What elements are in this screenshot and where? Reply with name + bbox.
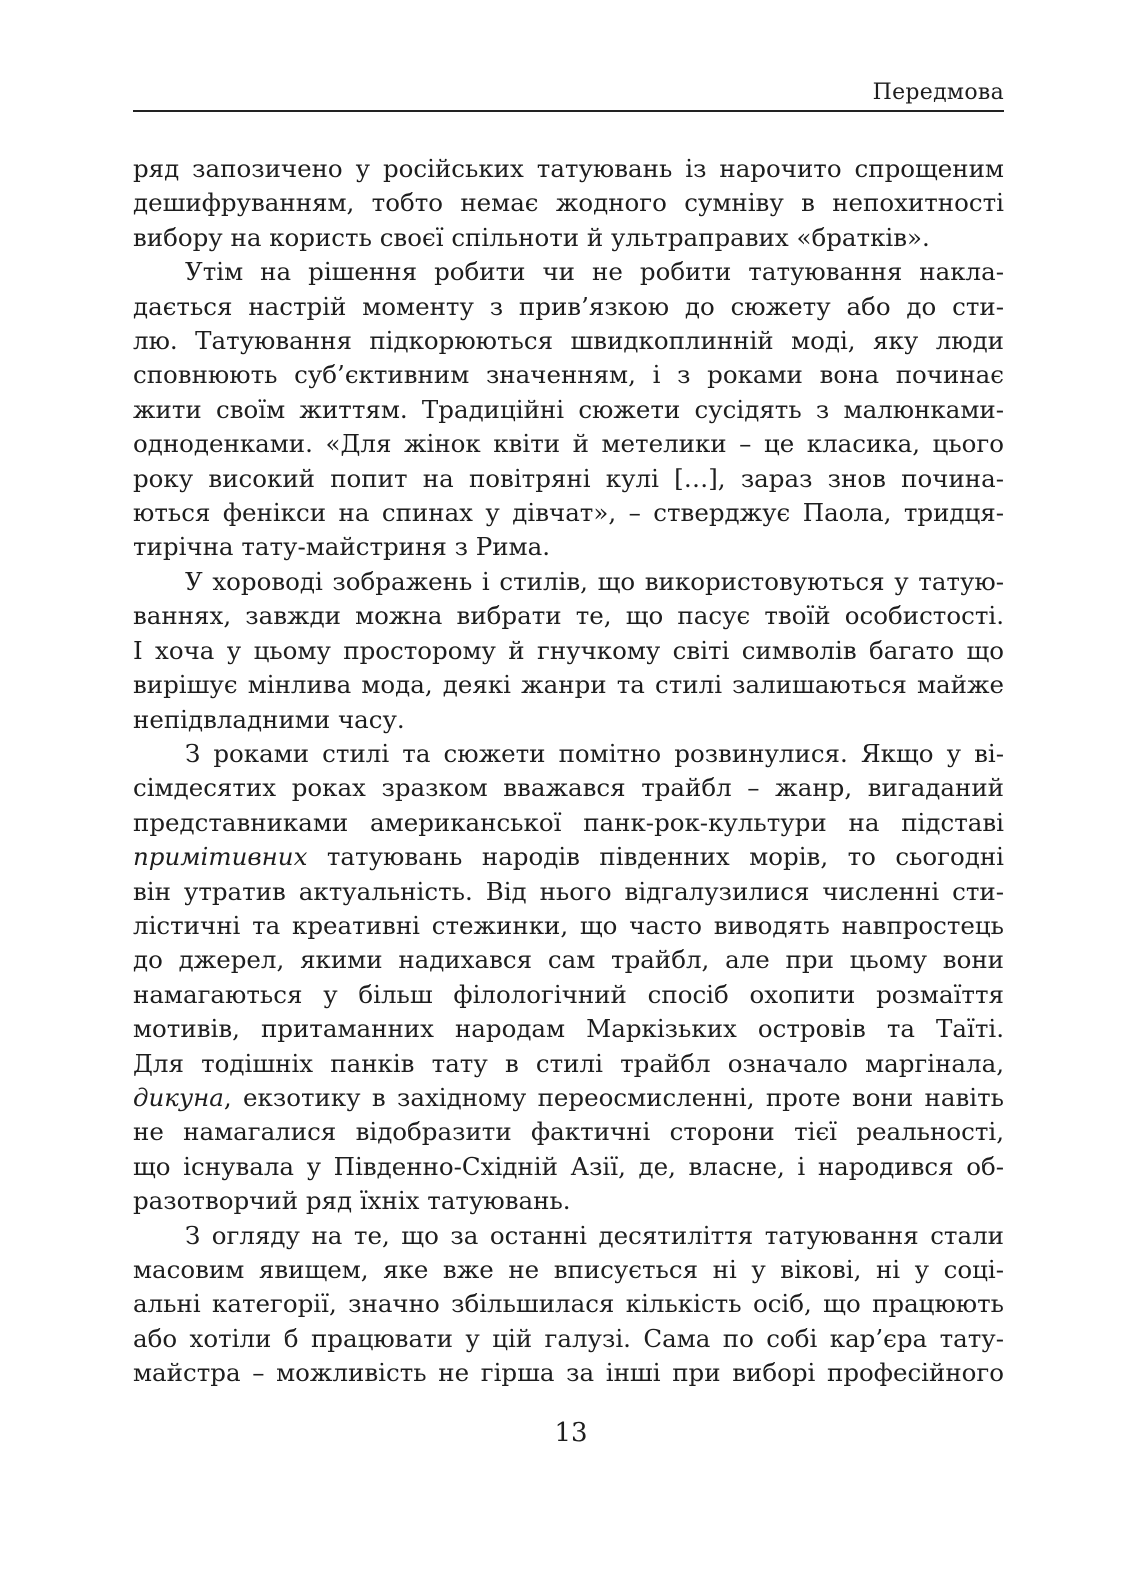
text-line [133, 599, 1004, 633]
text-segment: що існувала у Південно-Східній Азії, де, власне, і народився об- [133, 1151, 1004, 1181]
text-segment: лістичні та креативні стежинки, що часто виводять навпростець [133, 910, 1004, 940]
text-segment: З роками стилі та сюжети помітно розвинулися. Якщо у ві- [185, 738, 1004, 768]
text-line [133, 1356, 1004, 1390]
text-line [133, 1150, 1004, 1184]
text-line [133, 1287, 1004, 1321]
text-line [133, 221, 1004, 255]
text-segment: І хоча у цьому просторому й гнучкому світі символів багато що [133, 635, 1004, 665]
text-line [133, 668, 1004, 702]
text-line [133, 290, 1004, 324]
text-segment: не намагалися відобразити фактичні сторони тієї реальності, [133, 1117, 1004, 1147]
text-line [133, 1219, 1004, 1253]
text-segment: він утратив актуальність. Від нього відгалузилися численні сти- [133, 876, 1004, 906]
text-line [133, 703, 1004, 737]
text-segment: Утім на рішення робити чи не робити татуювання накла- [185, 257, 1004, 287]
text-line [133, 565, 1004, 599]
text-line [133, 634, 1004, 668]
text-segment: татуювань народів південних морів, то сьогодні [307, 842, 1004, 872]
page-number: 13 [554, 1418, 588, 1448]
text-segment: року високий попит на повітряні кулі […], зараз знов почина- [133, 463, 1004, 493]
text-line [133, 393, 1004, 427]
text-line [133, 1012, 1004, 1046]
text-segment: майстра – можливість не гірша за інші при виборі професійного [133, 1358, 1004, 1388]
text-segment: жити своїм життям. Традиційні сюжети сусідять з малюнками- [133, 394, 1004, 424]
text-line [133, 1322, 1004, 1356]
text-segment: представниками американської панк-рок-культури на підставі [133, 807, 1004, 837]
text-line [133, 1184, 1004, 1218]
text-line [133, 943, 1004, 977]
text-line [133, 530, 1004, 564]
text-line [133, 186, 1004, 220]
body-text [133, 152, 1004, 1391]
text-line [133, 909, 1004, 943]
text-segment: сімдесятих роках зразком вважався трайбл – жанр, вигаданий [133, 773, 1004, 803]
text-segment: вибору на користь своєї спільноти й ультраправих «братків». [133, 222, 930, 252]
text-line [133, 737, 1004, 771]
text-segment: тирічна тату-майстриня з Рима. [133, 532, 551, 562]
header-rule [133, 110, 1004, 112]
running-head-title: Передмова [872, 80, 1004, 105]
text-line [133, 806, 1004, 840]
text-segment: дається настрій моменту з прив’язкою до сюжету або до сти- [133, 291, 1004, 321]
text-segment: або хотіли б працювати у цій галузі. Сама по собі кар’єра тату- [133, 1323, 1004, 1353]
text-line [133, 427, 1004, 461]
text-segment: намагаються у більш філологічний спосіб охопити розмаїття [133, 979, 1004, 1009]
text-segment: ваннях, завжди можна вибрати те, що пасує твоїй особистості. [133, 601, 1004, 631]
text-line [133, 1253, 1004, 1287]
text-segment: дешифруванням, тобто немає жодного сумніву в непохитності [133, 188, 1004, 218]
text-segment: ються фенікси на спинах у дівчат», – стверджує Паола, тридця- [133, 498, 1004, 528]
text-segment: вирішує мінлива мода, деякі жанри та стилі залишаються майже [133, 670, 1004, 700]
text-line [133, 1115, 1004, 1149]
text-line [133, 152, 1004, 186]
text-segment: до джерел, якими надихався сам трайбл, але при цьому вони [133, 945, 1004, 975]
text-line [133, 255, 1004, 289]
text-segment: разотворчий ряд їхніх татуювань. [133, 1186, 571, 1216]
text-segment: З огляду на те, що за останні десятиліття татуювання стали [185, 1220, 1004, 1250]
text-segment: альні категорії, значно збільшилася кількість осіб, що працюють [133, 1289, 1004, 1319]
text-segment: масовим явищем, яке вже не вписується ні у вікові, ні у соці- [133, 1255, 1004, 1284]
italic-text: примітивних [133, 842, 308, 872]
text-line [133, 978, 1004, 1012]
text-segment: непідвладними часу. [133, 704, 405, 734]
text-line [133, 324, 1004, 358]
text-segment: мотивів, притаманних народам Маркізьких островів та Таїті. [133, 1014, 1004, 1044]
text-segment: сповнюють суб’єктивним значенням, і з роками вона починає [133, 360, 1004, 390]
text-segment: Для тодішніх панків тату в стилі трайбл означало маргінала, [133, 1048, 1004, 1078]
text-line [133, 1047, 1004, 1081]
text-segment: , екзотику в західному переосмисленні, проте вони навіть [223, 1082, 1004, 1112]
text-segment: ряд запозичено у російських татуювань із нарочито спрощеним [133, 154, 1004, 183]
italic-text: дикуна [133, 1082, 224, 1112]
text-segment: лю. Татуювання підкорюються швидкоплинній моді, яку люди [133, 326, 1004, 356]
text-line [133, 1081, 1004, 1115]
text-segment: одноденками. «Для жінок квіти й метелики – це класика, цього [133, 429, 1004, 459]
text-line [133, 840, 1004, 874]
text-line [133, 358, 1004, 392]
text-line [133, 496, 1004, 530]
text-segment: У хороводі зображень і стилів, що використовуються у татую- [185, 566, 1004, 596]
text-line [133, 771, 1004, 805]
text-line [133, 462, 1004, 496]
text-line [133, 875, 1004, 909]
